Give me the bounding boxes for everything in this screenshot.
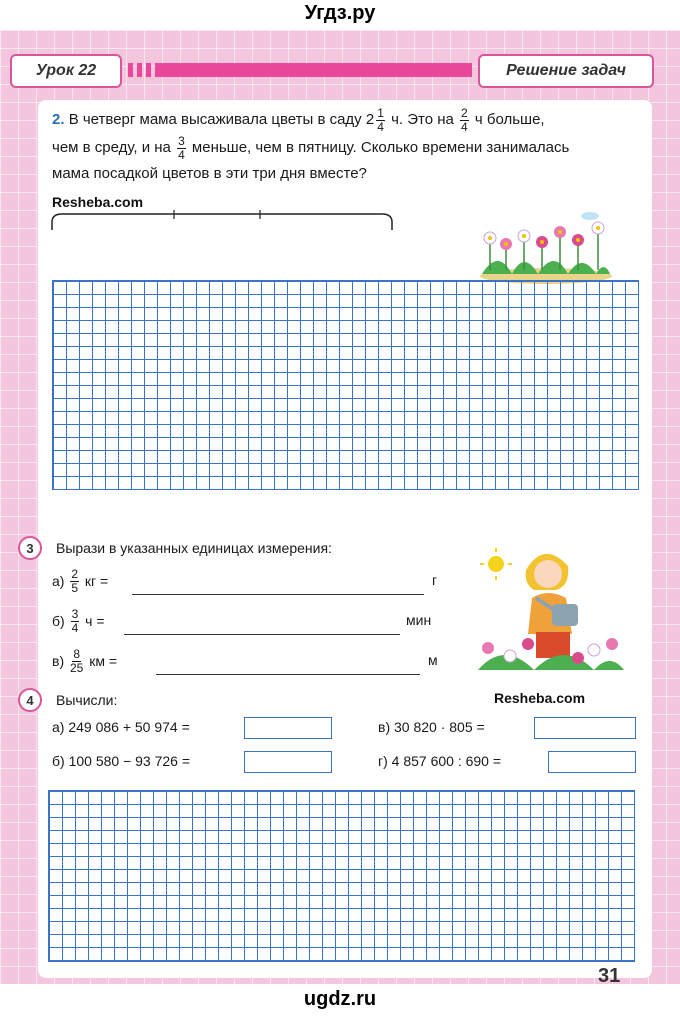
- task2-watermark: Resheba.com: [52, 194, 144, 210]
- site-footer: ugdz.ru: [303, 988, 377, 1010]
- task2-line1: 2. В четверг мама высаживала цветы в саду 2 $\frac{1}{4}$ ч. Это на $\frac{2}{4}$ ч больше,: [52, 105, 545, 134]
- task4-watermark: Resheba.com: [494, 690, 586, 706]
- answer-line-b[interactable]: [124, 634, 400, 635]
- answer-line-c[interactable]: [156, 674, 420, 675]
- site-header: Угдз.ру: [304, 2, 376, 24]
- fraction: $\frac{3}{4}$: [178, 133, 185, 162]
- task4-item-b: б) 100 580 − 93 726 =: [52, 753, 191, 769]
- task3-row-b: б) $\frac{3}{4}$ ч =: [52, 606, 105, 635]
- fraction: $\frac{3}{4}$: [71, 606, 79, 635]
- fraction: $\frac{2}{4}$: [461, 105, 468, 134]
- task4-item-d: г) 4 857 600 : 690 =: [378, 753, 502, 769]
- answer-box-c[interactable]: [534, 717, 636, 739]
- task4-answer-grid[interactable]: [48, 790, 635, 962]
- exercise-sheet: [26, 100, 652, 978]
- answer-box-a[interactable]: [244, 717, 332, 739]
- workbook-page: [0, 30, 680, 987]
- header-stripes: [128, 63, 160, 77]
- fraction: $\frac{2}{5}$: [71, 566, 79, 595]
- task3-row-a: а) $\frac{2}{5}$ кг =: [52, 566, 109, 595]
- answer-box-b[interactable]: [244, 751, 332, 773]
- unit-a: г: [432, 572, 438, 588]
- task2-line3: мама посадкой цветов в эти три дня вместе?: [52, 165, 367, 182]
- task2-line2: чем в среду, и на $\frac{3}{4}$ меньше, чем в пятницу. Сколько времени занималась: [52, 133, 570, 162]
- task3-row-c: в) $\frac{8}{25}$ км =: [52, 646, 118, 675]
- answer-line-a[interactable]: [132, 594, 424, 595]
- task4-item-c: в) 30 820 · 805 =: [378, 719, 485, 735]
- topic-tab: Решение задач: [478, 54, 654, 88]
- task3-number: 3: [18, 536, 42, 560]
- girl-watering-illustration: [474, 540, 626, 680]
- flowers-illustration: [478, 210, 613, 285]
- unit-c: м: [428, 652, 438, 668]
- task4-number: 4: [18, 688, 42, 712]
- fraction: $\frac{1}{4}$: [377, 105, 384, 134]
- lesson-tab: Урок 22: [10, 54, 122, 88]
- task4-title: Вычисли:: [56, 692, 118, 708]
- fraction: $\frac{8}{25}$: [70, 646, 84, 675]
- header-band: [160, 63, 472, 77]
- task4-item-a: а) 249 086 + 50 974 =: [52, 719, 190, 735]
- answer-box-d[interactable]: [548, 751, 636, 773]
- segment-label-3: [321, 210, 330, 211]
- task3-title: Вырази в указанных единицах измерения:: [56, 540, 332, 556]
- task2-number: 2.: [52, 111, 65, 128]
- task2-answer-grid[interactable]: [52, 280, 639, 490]
- page-number: 31: [598, 965, 621, 987]
- segment-diagram: [50, 210, 394, 244]
- unit-b: мин: [406, 612, 432, 628]
- segment-label-1: [112, 210, 115, 211]
- segment-label-2: [214, 210, 220, 211]
